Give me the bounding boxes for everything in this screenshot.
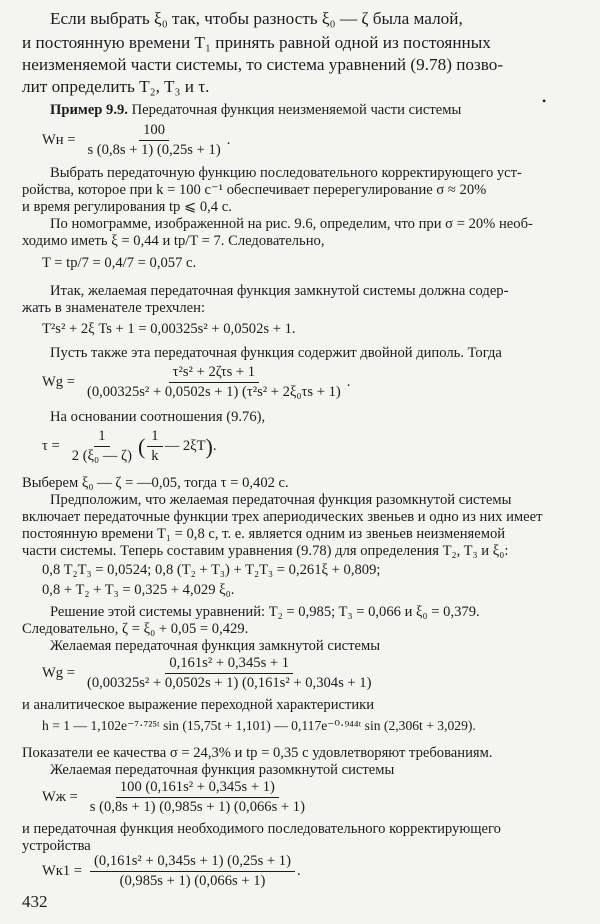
paragraph-closed-loop: Желаемая передаточная функция замкнутой системы bbox=[50, 638, 381, 654]
paragraph-solution-2: Следовательно, ζ = ξ₀ + 0,05 = 0,429. bbox=[22, 621, 249, 637]
equation-wn: Wн = $\frac{100}{s (0,8s + 1) (0,25s + 1)}$ . bbox=[42, 122, 231, 158]
intro-line-1: Если выбрать ξ₀ так, чтобы разность ξ₀ — ζ была малой, bbox=[50, 9, 463, 28]
paragraph-nomogram-1: По номограмме, изображенной на рис. 9.6, определим, что при σ = 20% необ- bbox=[50, 216, 533, 232]
equation-wg2: Wg = $\frac{\text{0,161s² + 0,345s + 1}}{\text{(0,00325s² + 0,0502s + 1) (0,161s² + 0,304s + 1)}}$ bbox=[42, 655, 372, 691]
intro-line-3: неизменяемой части системы, то система уравнений (9.78) позво- bbox=[22, 55, 504, 74]
paragraph-relation: На основании соотношения (9.76), bbox=[50, 409, 266, 425]
paragraph-open-loop: Желаемая передаточная функция разомкнутой системы bbox=[50, 762, 395, 778]
intro-line-2: и постоянную времени T₁ принять равной одной из постоянных bbox=[22, 33, 491, 52]
paragraph-assume-4: части системы. Теперь составим уравнения (9.78) для определения T₂, T₃ и ξ₀: bbox=[22, 543, 509, 559]
system-equation-1: 0,8 T₂T₃ = 0,0524; 0,8 (T₂ + T₃) + T₂T₃ = 0,261ξ + 0,809; bbox=[42, 562, 381, 578]
paragraph-assume-3: постоянную времени T₁ = 0,8 с, т. е. является одним из звеньев неизменяемой bbox=[22, 526, 506, 542]
equation-wzh: Wж = $\frac{\text{100 (0,161s² + 0,345s + 1)}}{s (0,8s + 1) (0,985s + 1) (0,066s + 1)}$ bbox=[42, 779, 305, 815]
paragraph-quality: Показатели ее качества σ = 24,3% и tр = 0,35 с удовлетворяют требованиям. bbox=[22, 745, 493, 761]
paragraph-corrective-2: устройства bbox=[22, 838, 91, 854]
margin-mark: • bbox=[542, 94, 547, 108]
equation-tau: τ = $\frac{1}{\text{2 (ξ₀ — ζ)}}$ ( $\frac{1}{k}$ — 2ξT ) . bbox=[42, 428, 217, 464]
example-heading-line bbox=[22, 101, 584, 119]
example-heading-text: Передаточная функция неизменяемой части системы bbox=[131, 102, 462, 118]
paragraph-choose: Выберем ξ₀ — ζ = —0,05, тогда τ = 0,402 с. bbox=[22, 475, 289, 491]
paragraph-assume-1: Предположим, что желаемая передаточная функция разомкнутой системы bbox=[50, 492, 512, 508]
paragraph-corrective-1: и передаточная функция необходимого последовательного корректирующего bbox=[22, 821, 501, 837]
paragraph-solution-1: Решение этой системы уравнений: T₂ = 0,985; T₃ = 0,066 и ξ₀ = 0,379. bbox=[50, 604, 480, 620]
paragraph-nomogram-2: ходимо иметь ξ = 0,44 и tр/T = 7. Следовательно, bbox=[22, 233, 325, 249]
equation-h: h = 1 — 1,102e⁻⁷·⁷²⁵ᵗ sin (15,75t + 1,101) — 0,117e⁻⁰·⁹⁴⁴ᵗ sin (2,306t + 3,029). bbox=[42, 718, 476, 733]
paragraph-trinomial-2: жать в знаменателе трехчлен: bbox=[22, 300, 206, 316]
paragraph-dipole: Пусть также эта передаточная функция содержит двойной диполь. Тогда bbox=[50, 345, 502, 361]
equation-T: T = tр/7 = 0,4/7 = 0,057 с. bbox=[42, 255, 197, 271]
paragraph-trinomial-1: Итак, желаемая передаточная функция замкнутой системы должна содер- bbox=[50, 283, 509, 299]
page-number: 432 bbox=[22, 892, 48, 911]
intro-line-4: лит определить T₂, T₃ и τ. bbox=[22, 77, 210, 96]
paragraph-assume-2: включает передаточные функции трех апериодических звеньев и одно из них имеет bbox=[22, 509, 543, 525]
paragraph-task-2: ройства, которое при k = 100 с⁻¹ обеспечивает перерегулирование σ ≈ 20% bbox=[22, 182, 487, 198]
paragraph-transient: и аналитическое выражение переходной характеристики bbox=[22, 697, 375, 713]
example-heading: Пример 9.9. bbox=[50, 102, 128, 118]
system-equation-2: 0,8 + T₂ + T₃ = 0,325 + 4,029 ξ₀. bbox=[42, 582, 235, 598]
equation-trinomial: T²s² + 2ξ Ts + 1 = 0,00325s² + 0,0502s + 1. bbox=[42, 321, 296, 337]
paragraph-task-1: Выбрать передаточную функцию последовательного корректирующего уст- bbox=[50, 165, 522, 181]
equation-wk1: Wк1 = $\frac{\text{(0,161s² + 0,345s + 1) (0,25s + 1)}}{(0,985s + 1) (0,066s + 1)}$ . bbox=[42, 853, 301, 889]
paragraph-task-3: и время регулирования tр ⩽ 0,4 с. bbox=[22, 199, 232, 215]
equation-wg1: Wg = $\frac{\text{τ²s² + 2ζτs + 1}}{\text{(0,00325s² + 0,0502s + 1) (τ²s² + 2ξ₀τs + 1)}}$ . bbox=[42, 364, 351, 400]
